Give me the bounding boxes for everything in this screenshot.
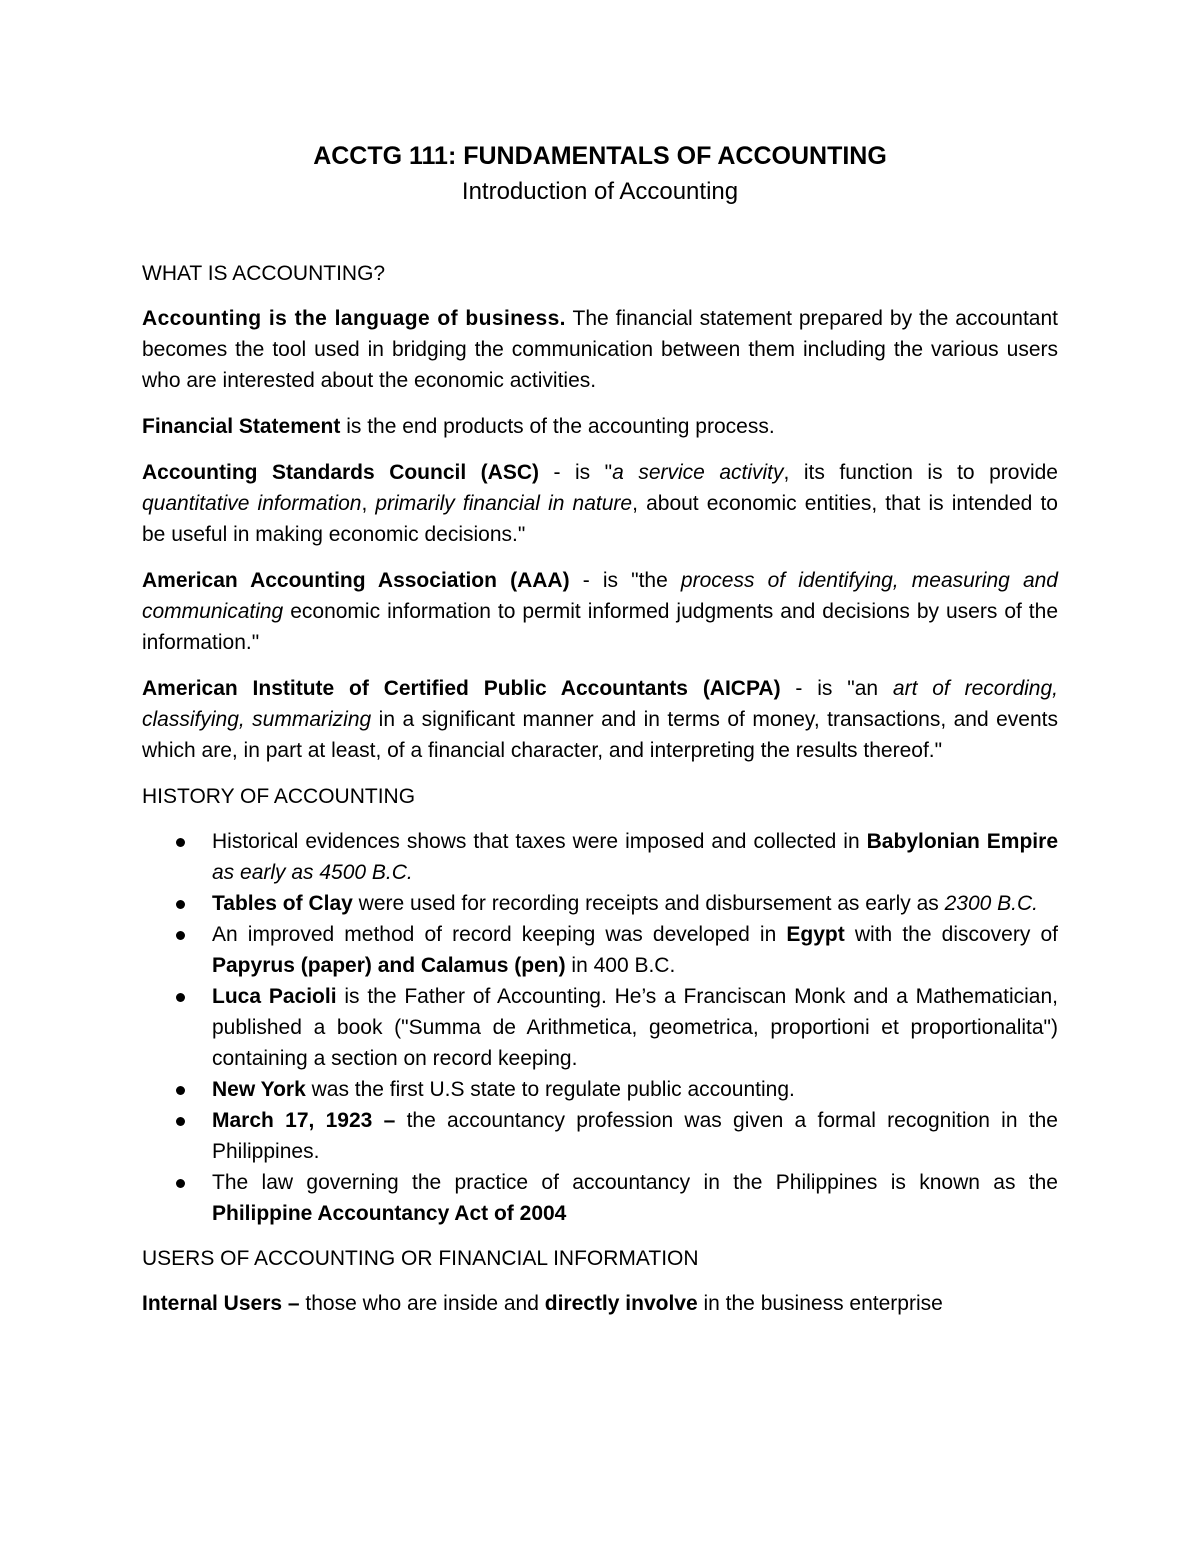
- text: is the Father of Accounting. He’s a Franciscan Monk and a Mathematician, published a book ("Summa de Arithmetica, geometrica, proportioni et proportionalita") containing a section on record keeping.: [212, 985, 1058, 1070]
- text: those who are inside and: [299, 1292, 545, 1315]
- bold-text: Papyrus (paper) and Calamus (pen): [212, 954, 566, 977]
- list-item: [142, 888, 1058, 919]
- bold-lead: Accounting Standards Council (ASC): [142, 461, 540, 484]
- paragraph-asc-definition: [142, 457, 1058, 550]
- italic-text: as early as 4500 B.C.: [212, 861, 413, 884]
- bullet-icon: [176, 993, 185, 1002]
- italic-text: process of identifying, measuring and communicating: [142, 569, 1058, 623]
- list-item: [142, 981, 1058, 1074]
- bullet-icon: [176, 1117, 185, 1126]
- bold-lead: Financial Statement: [142, 415, 341, 438]
- bold-text: Egypt: [786, 923, 845, 946]
- history-bullet-list: [142, 826, 1058, 1229]
- list-item: [142, 826, 1058, 888]
- section-heading-history: HISTORY OF ACCOUNTING: [142, 785, 416, 808]
- list-item: [142, 1167, 1058, 1229]
- bold-text: March 17, 1923 –: [212, 1109, 396, 1132]
- text: - is ": [539, 461, 613, 484]
- text: in 400 B.C.: [565, 954, 676, 977]
- bold-text: New York: [212, 1078, 306, 1101]
- section-heading-users: USERS OF ACCOUNTING OR FINANCIAL INFORMATION: [142, 1247, 699, 1270]
- text: The financial statement prepared by the accountant becomes the tool used in bridging the communication between them including the various users who are interested about the economic activities.: [142, 307, 1058, 392]
- bullet-icon: [176, 1179, 185, 1188]
- text: - is "the: [569, 569, 681, 592]
- list-item: [142, 1105, 1058, 1167]
- italic-text: 2300 B.C.: [944, 892, 1039, 915]
- section-heading-what-is-accounting: WHAT IS ACCOUNTING?: [142, 262, 386, 285]
- italic-text: a service activity: [612, 461, 784, 484]
- text: was the first U.S state to regulate public accounting.: [305, 1078, 795, 1101]
- text: - is "an: [780, 677, 893, 700]
- paragraph-aicpa-definition: [142, 673, 1058, 766]
- text: , about economic entities, that is intended to be useful in making economic decisions.": [142, 492, 1058, 546]
- text: with the discovery of: [844, 923, 1058, 946]
- title-block: [142, 138, 1058, 210]
- text: in a significant manner and in terms of money, transactions, and events which are, in part at least, of a financial character, and interpreting the results thereof.": [142, 708, 1058, 762]
- bullet-icon: [176, 931, 185, 940]
- bold-lead: Accounting is the language of business.: [142, 307, 566, 330]
- text: The law governing the practice of accountancy in the Philippines is known as the: [212, 1171, 1058, 1194]
- document-subtitle: Introduction of Accounting: [461, 178, 739, 205]
- bold-text: Tables of Clay: [212, 892, 353, 915]
- text: were used for recording receipts and disbursement as early as: [352, 892, 945, 915]
- bullet-icon: [176, 1086, 185, 1095]
- italic-text: art of recording, classifying, summarizing: [142, 677, 1058, 731]
- list-item: [142, 919, 1058, 981]
- bold-lead: American Accounting Association (AAA): [142, 569, 570, 592]
- text: , its function is to provide: [783, 461, 1058, 484]
- paragraph-internal-users: [142, 1288, 1058, 1319]
- text: the accountancy profession was given a formal recognition in the Philippines.: [212, 1109, 1058, 1163]
- document-title: ACCTG 111: FUNDAMENTALS OF ACCOUNTING: [313, 142, 887, 170]
- text: ,: [361, 492, 376, 515]
- italic-text: primarily financial in nature: [375, 492, 633, 515]
- text: Historical evidences shows that taxes were imposed and collected in: [212, 830, 867, 853]
- bullet-icon: [176, 838, 185, 847]
- text: is the end products of the accounting process.: [340, 415, 775, 438]
- document-page: [142, 138, 1058, 1334]
- bold-lead: American Institute of Certified Public Accountants (AICPA): [142, 677, 781, 700]
- paragraph-language-of-business: [142, 303, 1058, 396]
- paragraph-financial-statement: [142, 411, 1058, 442]
- bold-text: Babylonian Empire: [866, 830, 1058, 853]
- paragraph-aaa-definition: [142, 565, 1058, 658]
- text: in the business enterprise: [697, 1292, 943, 1315]
- bullet-icon: [176, 900, 185, 909]
- list-item: [142, 1074, 1058, 1105]
- text: economic information to permit informed judgments and decisions by users of the information.": [142, 600, 1058, 654]
- bold-text: directly involve: [544, 1292, 698, 1315]
- italic-text: quantitative information: [142, 492, 362, 515]
- bold-text: Philippine Accountancy Act of 2004: [212, 1202, 567, 1225]
- bold-lead: Internal Users –: [142, 1292, 300, 1315]
- bold-text: Luca Pacioli: [212, 985, 337, 1008]
- text: An improved method of record keeping was developed in: [212, 923, 787, 946]
